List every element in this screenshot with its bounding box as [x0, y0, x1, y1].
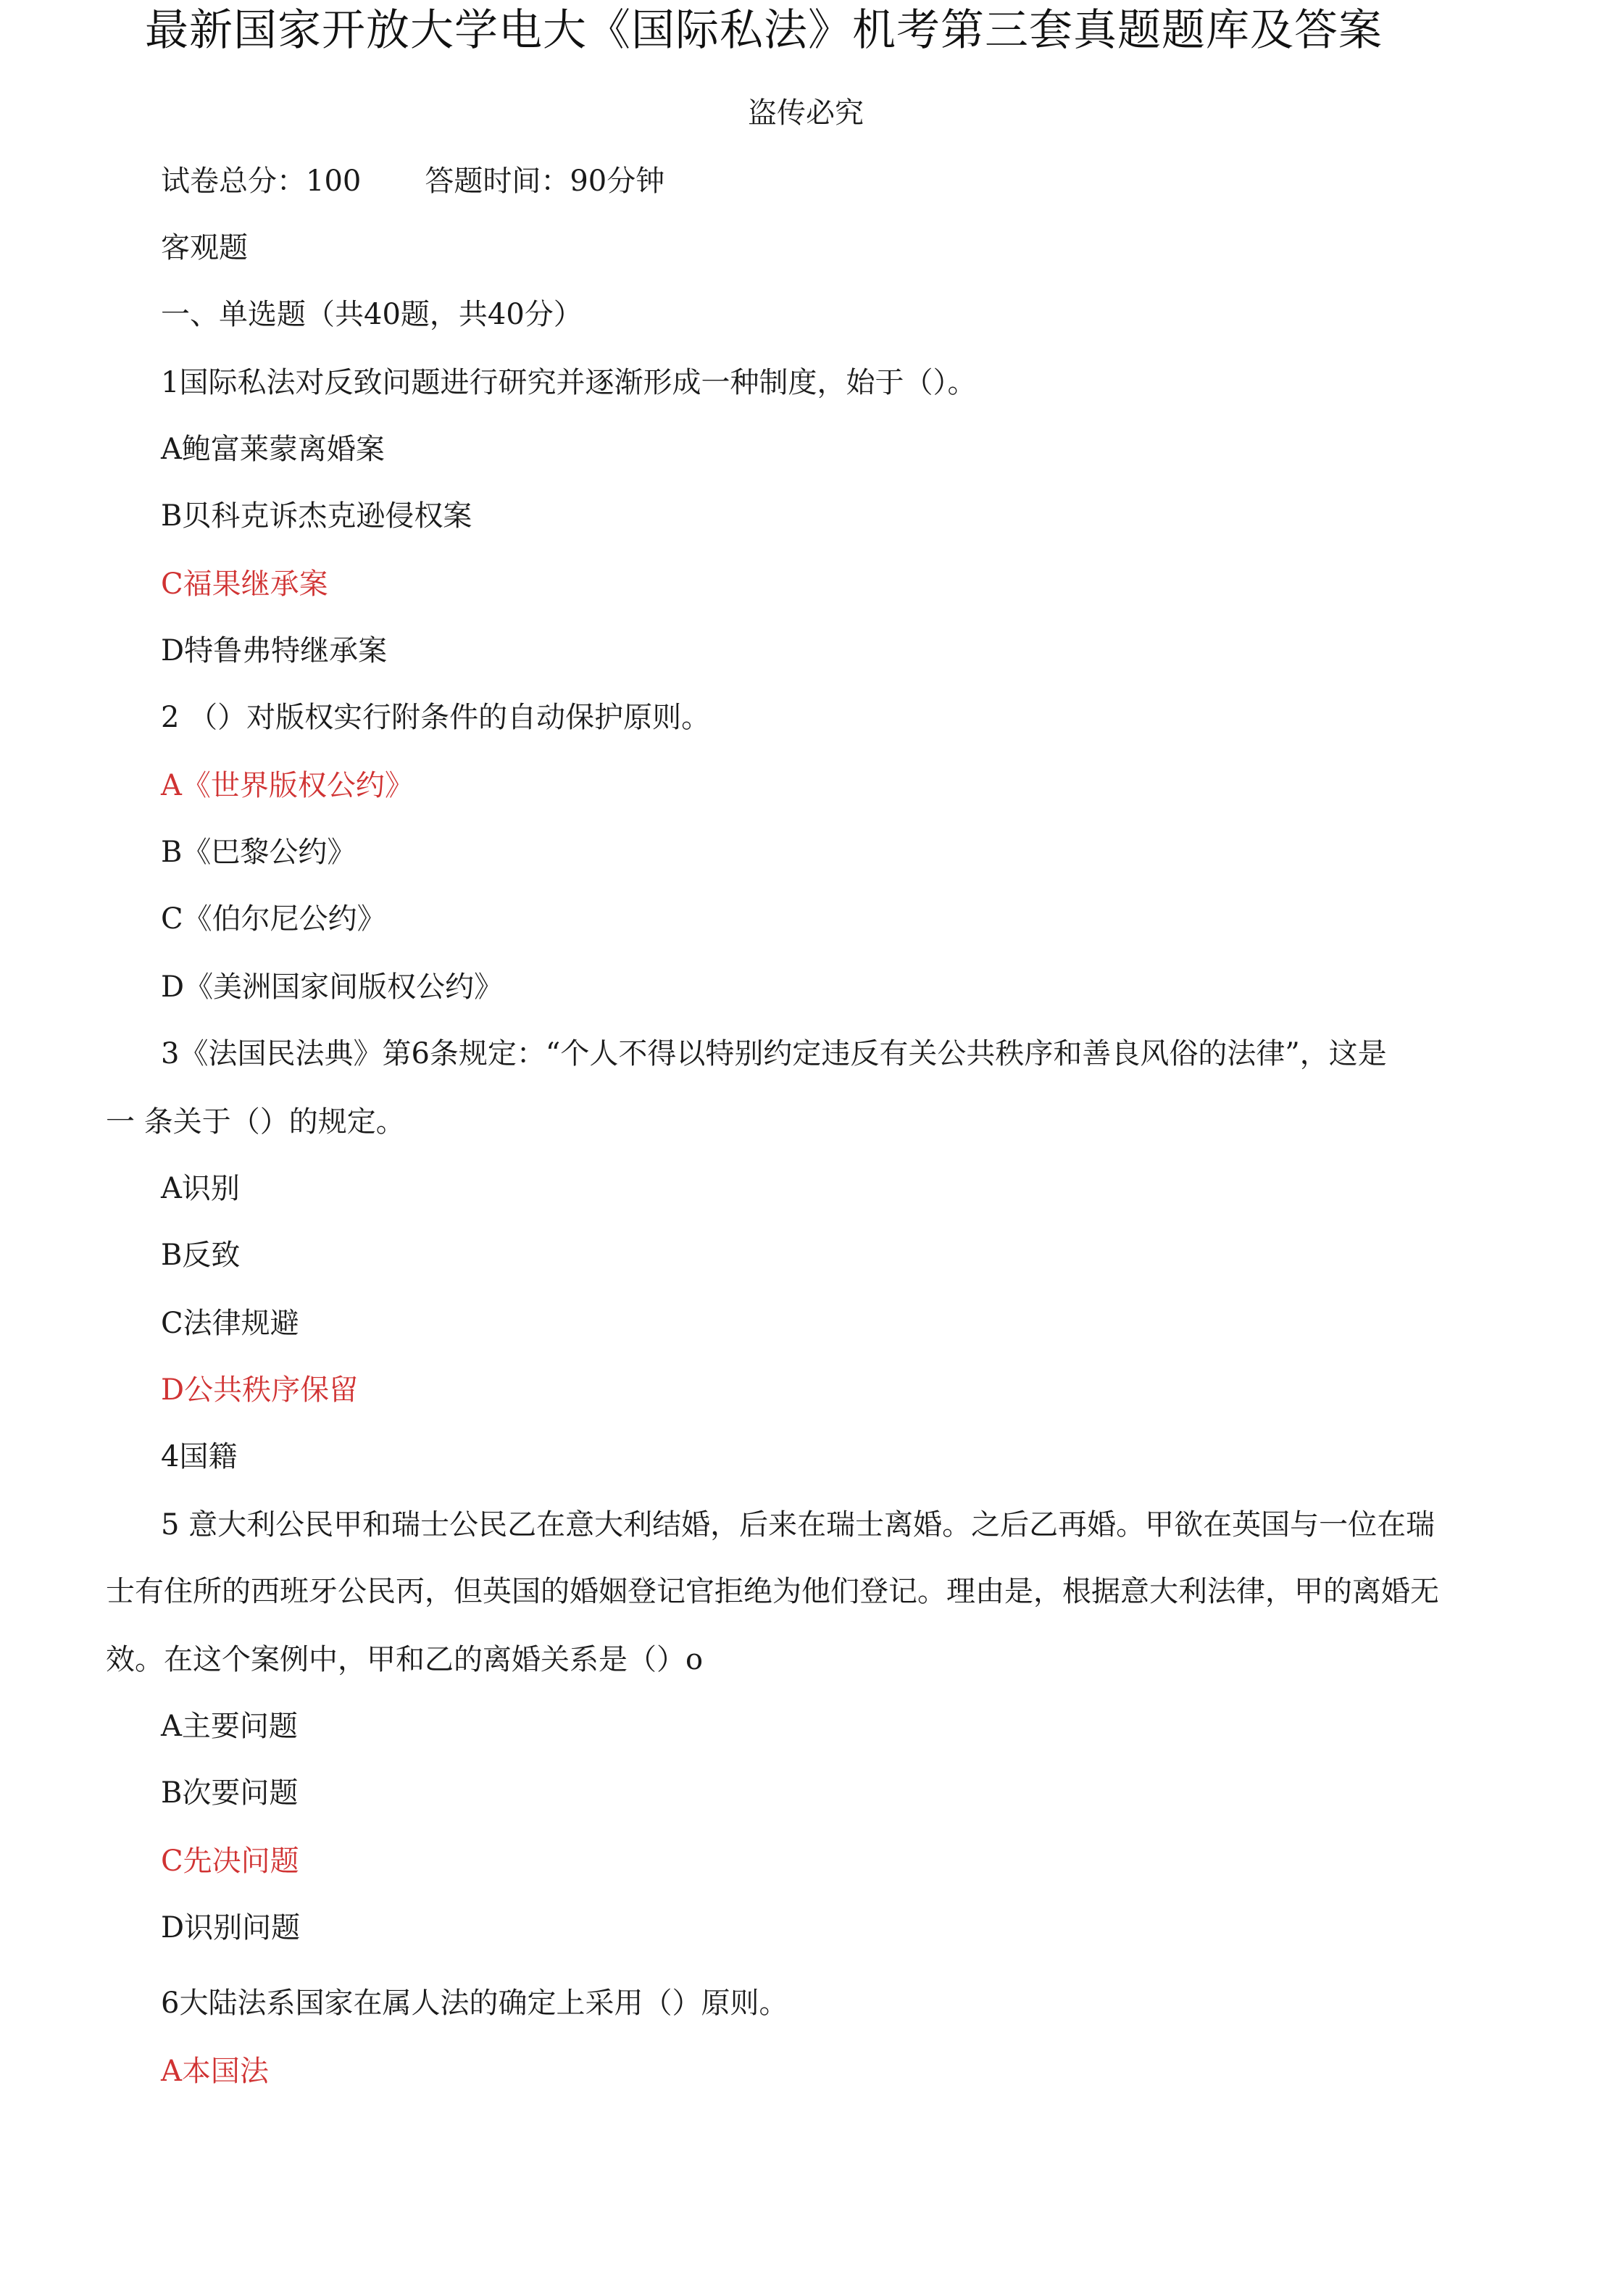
question-1-option-c-answer: C福果继承案 [161, 567, 328, 601]
question-6-stem: 6大陆法系国家在属人法的确定上采用（）原则。 [161, 1987, 788, 2020]
total-score: 试卷总分：100 [161, 165, 362, 198]
exam-meta [161, 161, 664, 201]
question-2-stem: 2 （）对版权实行附条件的自动保护原则。 [161, 701, 711, 734]
section-type: 客观题 [161, 231, 248, 265]
question-3-stem-line-2: 一 条关于（）的规定。 [106, 1105, 405, 1139]
question-3-option-b: B反致 [161, 1239, 241, 1272]
document-title: 最新国家开放大学电大《国际私法》机考第三套真题题库及答案 [145, 5, 1383, 56]
question-5-stem-line-2: 士有住所的西班牙公民丙，但英国的婚姻登记官拒绝为他们登记。理由是，根据意大利法律，甲的离婚无 [106, 1575, 1439, 1608]
question-5-option-d: D识别问题 [161, 1911, 301, 1944]
question-1-option-a: A鲍富莱蒙离婚案 [161, 433, 385, 466]
exam-duration: 答题时间：90分钟 [425, 165, 665, 198]
question-3-option-a: A识别 [161, 1172, 240, 1205]
question-1-option-d: D特鲁弗特继承案 [161, 634, 388, 667]
question-2-option-a-answer: A《世界版权公约》 [161, 769, 414, 802]
section-heading: 一、单选题（共40题，共40分） [161, 298, 583, 331]
question-5-stem-line-1: 5 意大利公民甲和瑞士公民乙在意大利结婚，后来在瑞士离婚。之后乙再婚。甲欲在英国与一位在瑞 [161, 1508, 1435, 1542]
question-2-option-d: D《美洲国家间版权公约》 [161, 970, 504, 1004]
question-1-option-b: B贝科克诉杰克逊侵权案 [161, 499, 472, 533]
question-5-stem-line-3: 效。在这个案例中，甲和乙的离婚关系是（）o [106, 1643, 704, 1676]
question-4-stem: 4国籍 [161, 1440, 238, 1473]
document-subtitle: 盗传必究 [748, 96, 864, 130]
question-5-option-b: B次要问题 [161, 1776, 299, 1810]
question-3-stem-line-1: 3《法国民法典》第6条规定：“个人不得以特别约定违反有关公共秩序和善良风俗的法律”，这是 [161, 1037, 1387, 1070]
question-6-option-a-answer: A本国法 [161, 2055, 269, 2088]
question-3-option-c: C法律规避 [161, 1307, 299, 1340]
question-5-option-c-answer: C先决问题 [161, 1844, 299, 1878]
question-2-option-c: C《伯尔尼公约》 [161, 902, 386, 936]
question-1-stem: 1国际私法对反致问题进行研究并逐渐形成一种制度，始于（）。 [161, 366, 977, 399]
question-2-option-b: B《巴黎公约》 [161, 836, 357, 869]
question-3-option-d-answer: D公共秩序保留 [161, 1373, 359, 1407]
question-5-option-a: A主要问题 [161, 1710, 298, 1743]
